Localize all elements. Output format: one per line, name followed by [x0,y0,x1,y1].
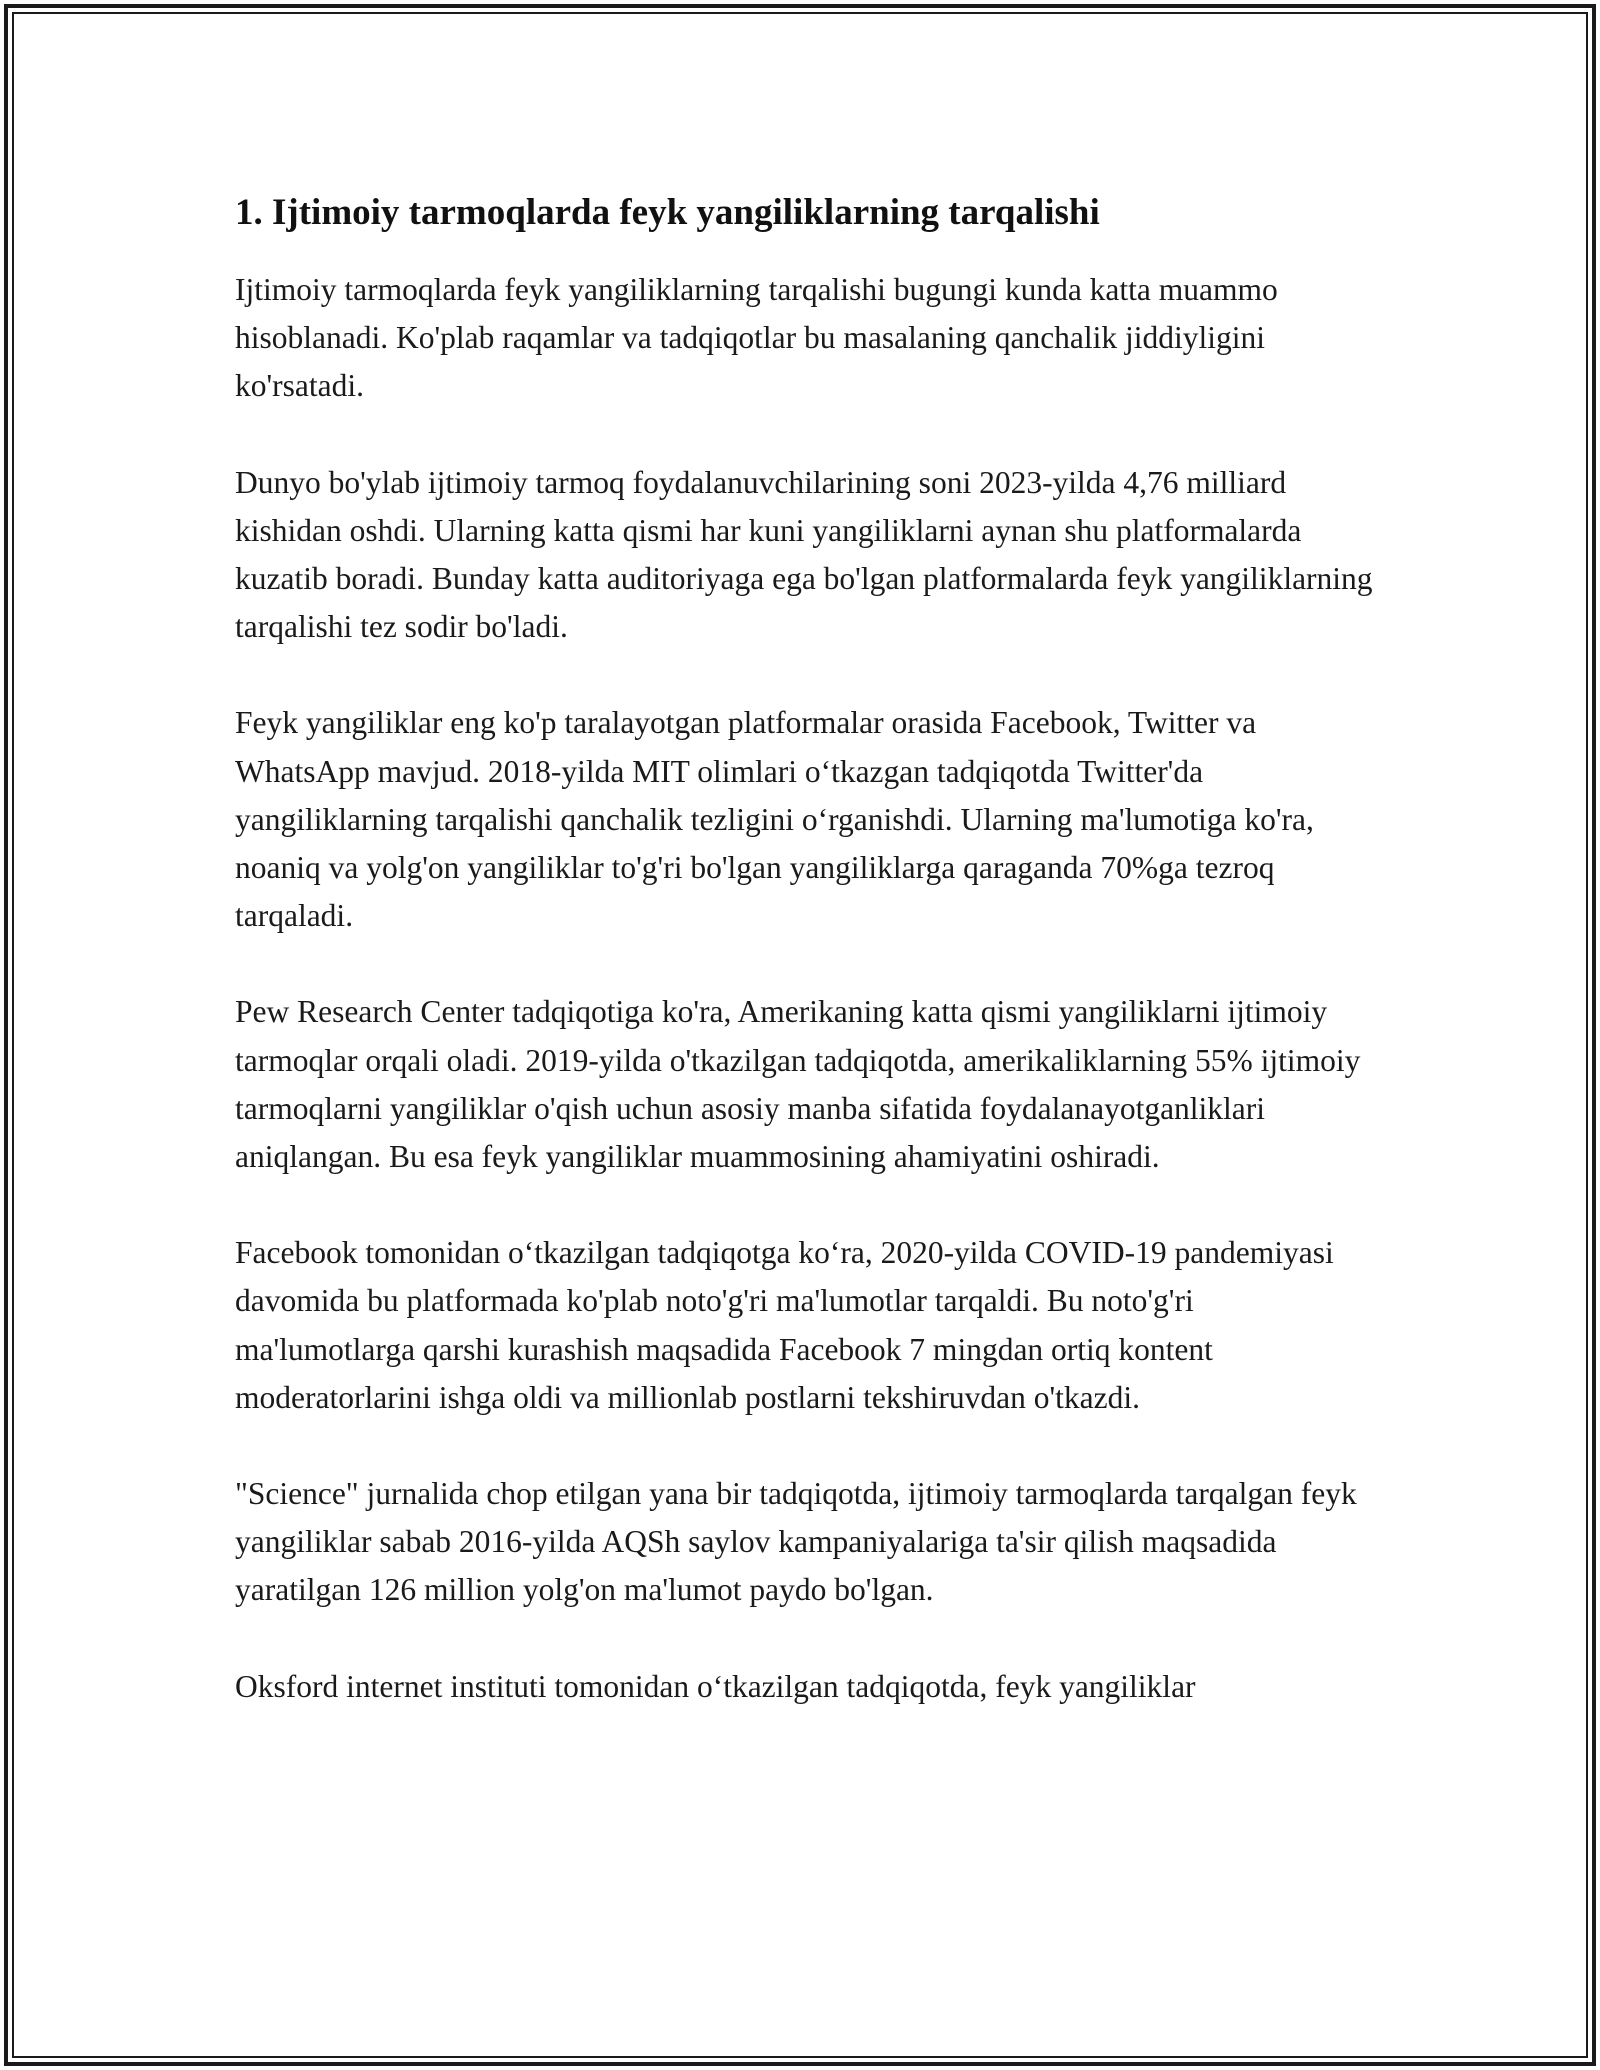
paragraph-mit-study: Feyk yangiliklar eng ko'p taralayotgan platformalar orasida Facebook, Twitter va WhatsApp mavjud. 2018-yilda MIT olimlari o‘tkazgan tadqiqotda Twitter'da yangiliklarning tarqalishi qanchalik tezligini o‘rganishdi. Ularning ma'lumotiga ko'ra, noaniq va yolg'on yangiliklar to'g'ri bo'lgan yangiliklarga qaraganda 70%ga tezroq tarqaladi. [235,705,1314,934]
paragraph-users-statistics: Dunyo bo'ylab ijtimoiy tarmoq foydalanuvchilarining soni 2023-yilda 4,76 milliard kishidan oshdi. Ularning katta qismi har kuni yangiliklarni aynan shu platformalarda kuzatib boradi. Bunday katta auditoriyaga ega bo'lgan platformalarda feyk yangiliklarning tarqalishi tez sodir bo'ladi. [235,464,1373,645]
paragraph-intro: Ijtimoiy tarmoqlarda feyk yangiliklarning tarqalishi bugungi kunda katta muammo hisoblanadi. Ko'plab raqamlar va tadqiqotlar bu masalaning qanchalik jiddiyligini ko'rsatadi. [235,272,1278,404]
section-heading: 1. Ijtimoiy tarmoqlarda feyk yangiliklarning tarqalishi [235,192,1100,233]
paragraph-science-journal: "Science" jurnalida chop etilgan yana bir tadqiqotda, ijtimoiy tarmoqlarda tarqalgan feyk yangiliklar sabab 2016-yilda AQSh saylov kampaniyalariga ta'sir qilish maqsadida yaratilgan 126 million yolg'on ma'lumot paydo bo'lgan. [235,1476,1357,1608]
document-body [235,186,1375,1759]
paragraph-pew-research: Pew Research Center tadqiqotiga ko'ra, Amerikaning katta qismi yangiliklarni ijtimoiy tarmoqlar orqali oladi. 2019-yilda o'tkazilgan tadqiqotda, amerikaliklarning 55% ijtimoiy tarmoqlarni yangiliklar o'qish uchun asosiy manba sifatida foydalanayotganliklari aniqlangan. Bu esa feyk yangiliklar muammosining ahamiyatini oshiradi. [235,994,1361,1175]
paragraph-facebook-covid: Facebook tomonidan o‘tkazilgan tadqiqotga ko‘ra, 2020-yilda COVID-19 pandemiyasi davomida bu platformada ko'plab noto'g'ri ma'lumotlar tarqaldi. Bu noto'g'ri ma'lumotlarga qarshi kurashish maqsadida Facebook 7 mingdan ortiq kontent moderatorlarini ishga oldi va millionlab postlarni tekshiruvdan o'tkazdi. [235,1235,1334,1415]
paragraph-oxford-study: Oksford internet instituti tomonidan o‘tkazilgan tadqiqotda, feyk yangiliklar [235,1668,1196,1704]
